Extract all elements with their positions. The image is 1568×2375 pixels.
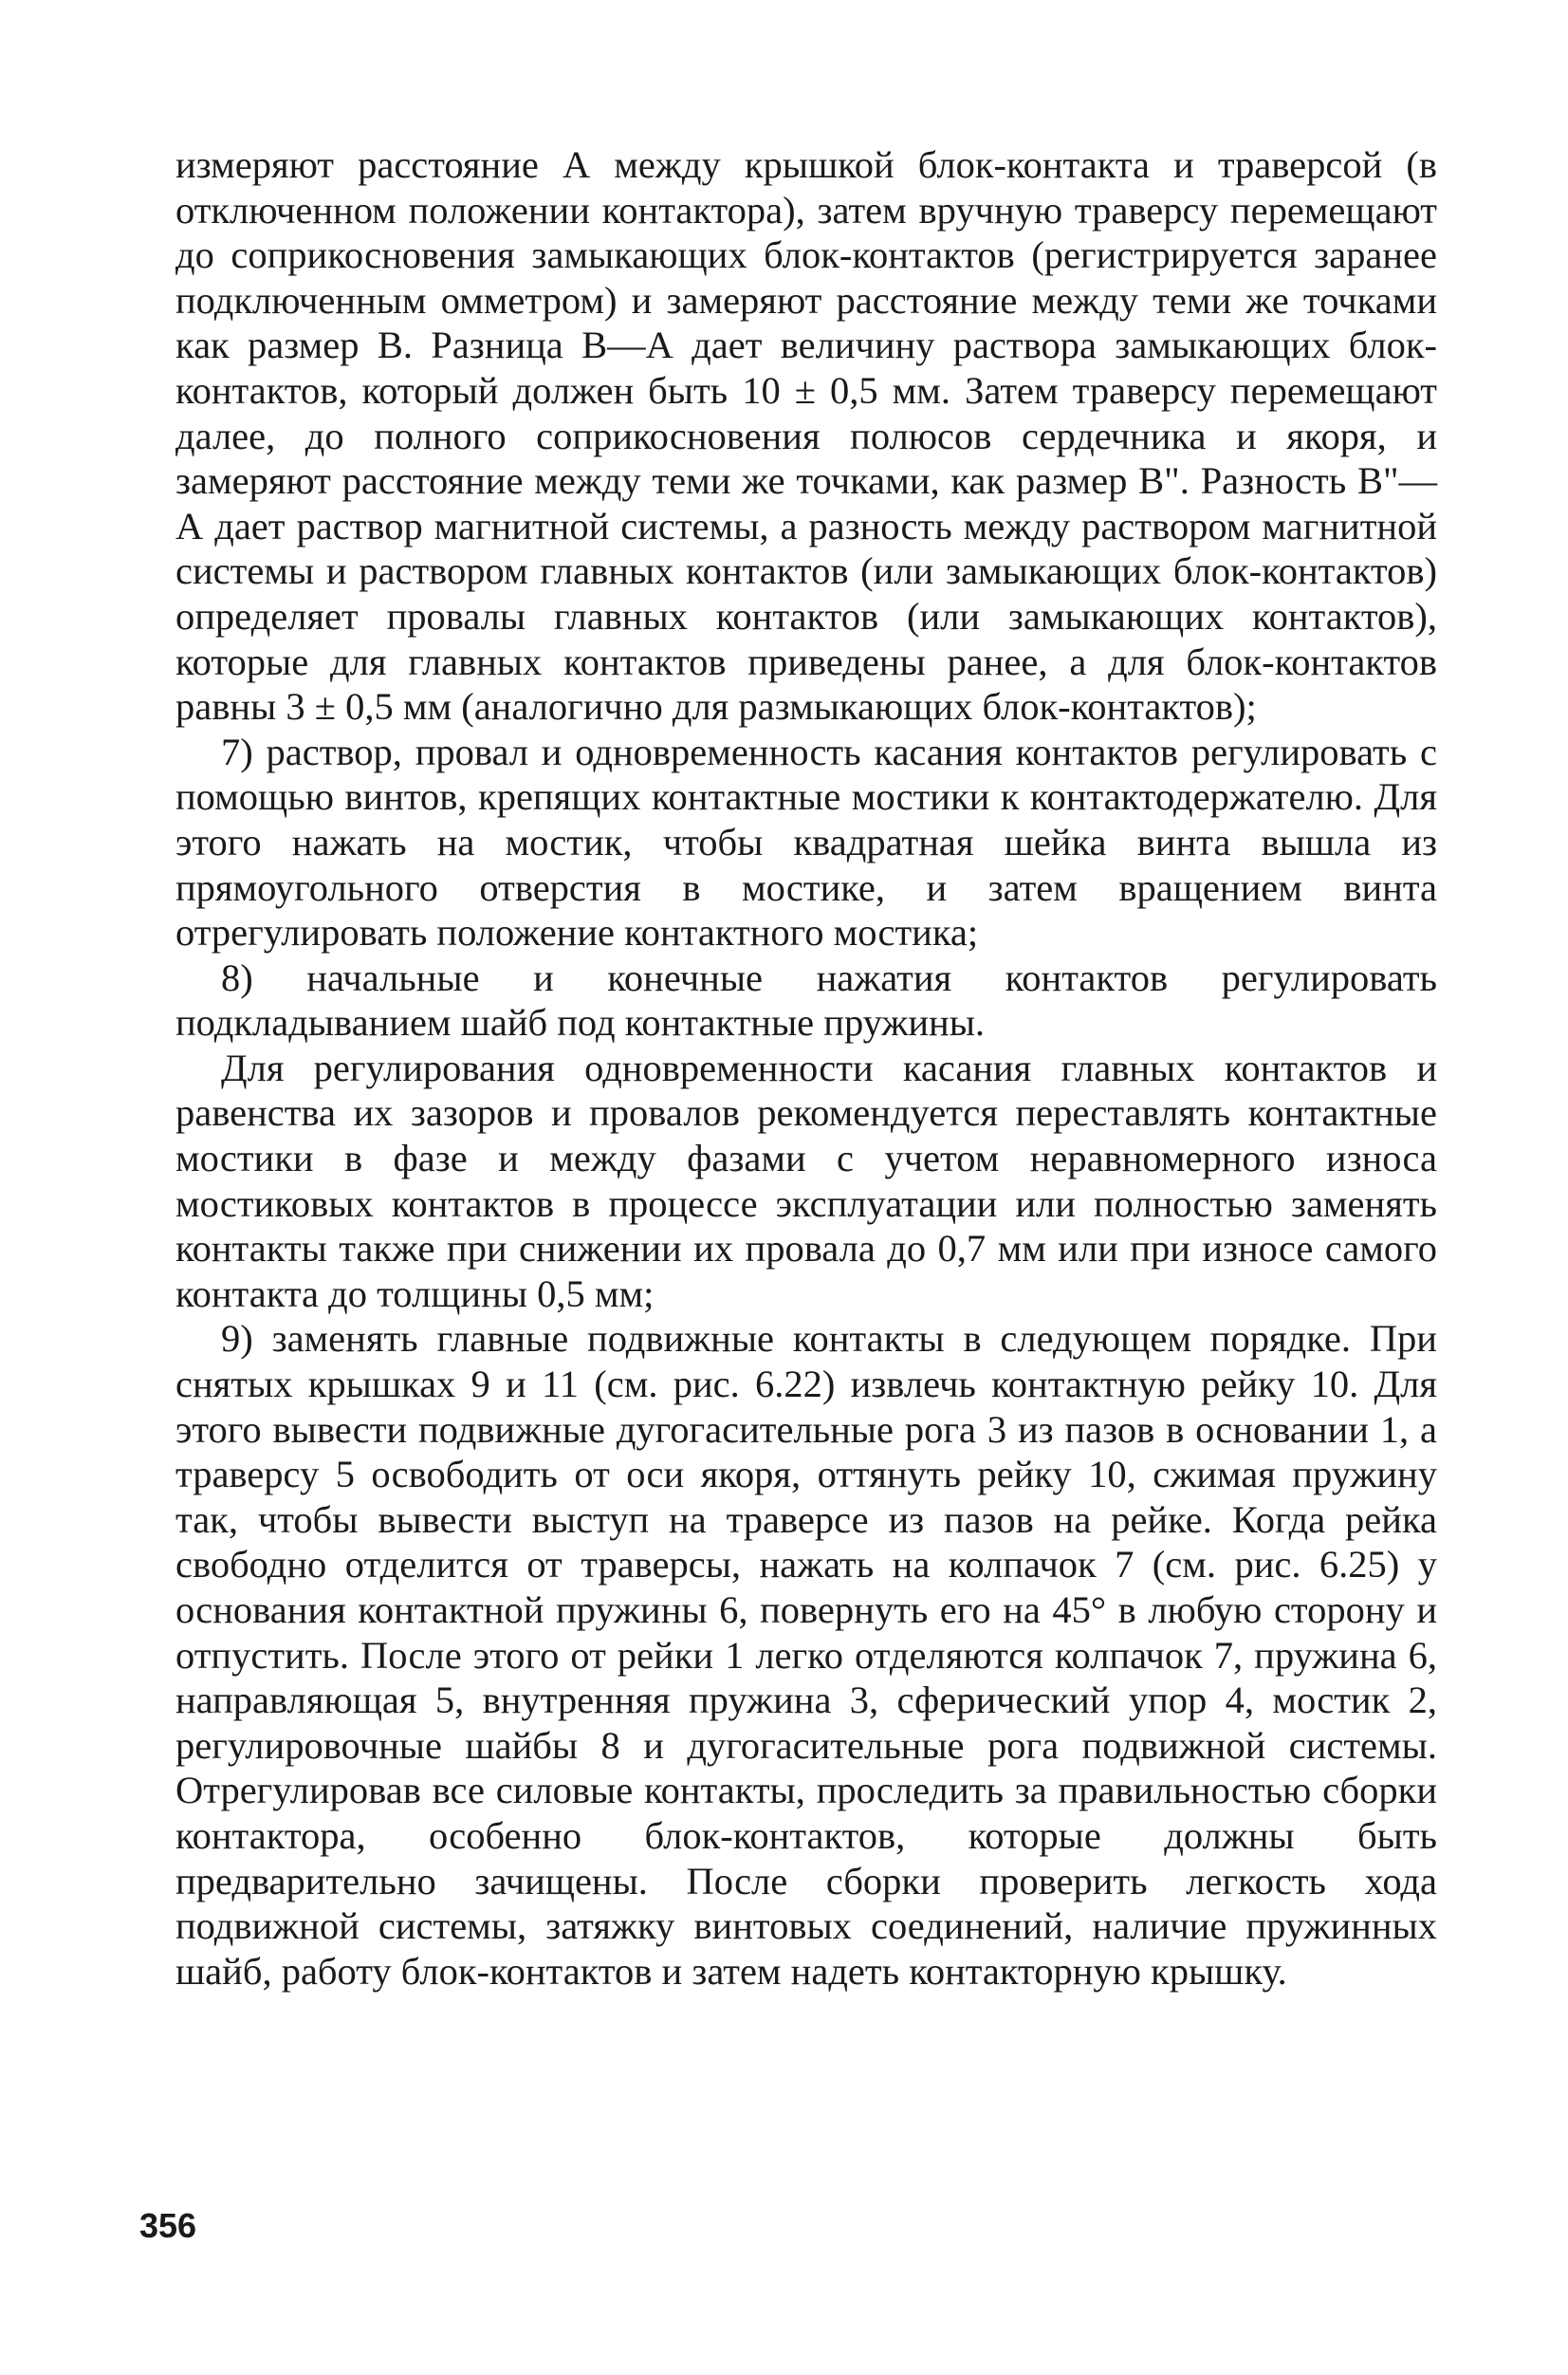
paragraph-4: Для регулирования одновременности касания главных контактов и равенства их зазоров и провалов рекомендуется переставлять контактные мостики в фазе и между фазами с учетом неравномерного износа мостиковых контактов в процессе эксплуатации или полностью заменять контакты также при снижении их провала до 0,7 мм или при износе самого контакта до толщины 0,5 мм; — [175, 1046, 1437, 1315]
paragraph-1: измеряют расстояние А между крышкой блок-контакта и траверсой (в отключенном положении контактора), затем вручную траверсу перемещают до соприкосновения замыкающих блок-контактов (регистрируется заранее подключенным омметром) и замеряют расстояние между теми же точками как размер В. Разница В—А дает величину раствора замыкающих блок-контактов, который должен быть 10 ± 0,5 мм. Затем траверсу перемещают далее, до полного соприкосновения полюсов сердечника и якоря, и замеряют расстояние между теми же точками, как размер В". Разность В"—А дает раствор магнитной системы, а разность между раствором магнитной системы и раствором главных контактов (или замыкающих блок-контактов) определяет провалы главных контактов (или замыкающих контактов), которые для главных контактов приведены ранее, а для блок-контактов равны 3 ± 0,5 мм (аналогично для размыкающих блок-контактов); — [175, 143, 1437, 729]
page-body — [175, 142, 1437, 1994]
paragraph-2: 7) раствор, провал и одновременность касания контактов регулировать с помощью винтов, крепящих контактные мостики к контактодержателю. Для этого нажать на мостик, чтобы квадратная шейка винта вышла из прямоугольного отверстия в мостике, и затем вращением винта отрегулировать положение контактного мостика; — [175, 730, 1437, 955]
paragraph-5: 9) заменять главные подвижные контакты в следующем порядке. При снятых крышках 9 и 11 (см. рис. 6.22) извлечь контактную рейку 10. Для этого вывести подвижные дугогасительные рога 3 из пазов в основании 1, а траверсу 5 освободить от оси якоря, оттянуть рейку 10, сжимая пружину так, чтобы вывести выступ на траверсе из пазов на рейке. Когда рейка свободно отделится от траверсы, нажать на колпачок 7 (см. рис. 6.25) у основания контактной пружины 6, повернуть его на 45° в любую сторону и отпустить. После этого от рейки 1 легко отделяются колпачок 7, пружина 6, направляющая 5, внутренняя пружина 3, сферический упор 4, мостик 2, регулировочные шайбы 8 и дугогасительные рога подвижной системы. Отрегулировав все силовые контакты, проследить за правильностью сборки контактора, особенно блок-контактов, которые должны быть предварительно зачищены. После сборки проверить легкость хода подвижной системы, затяжку винтовых соединений, наличие пружинных шайб, работу блок-контактов и затем надеть контакторную крышку. — [175, 1317, 1437, 1993]
page-number: 356 — [139, 2206, 197, 2245]
paragraph-3: 8) начальные и конечные нажатия контактов регулировать подкладыванием шайб под контактные пружины. — [175, 956, 1437, 1045]
